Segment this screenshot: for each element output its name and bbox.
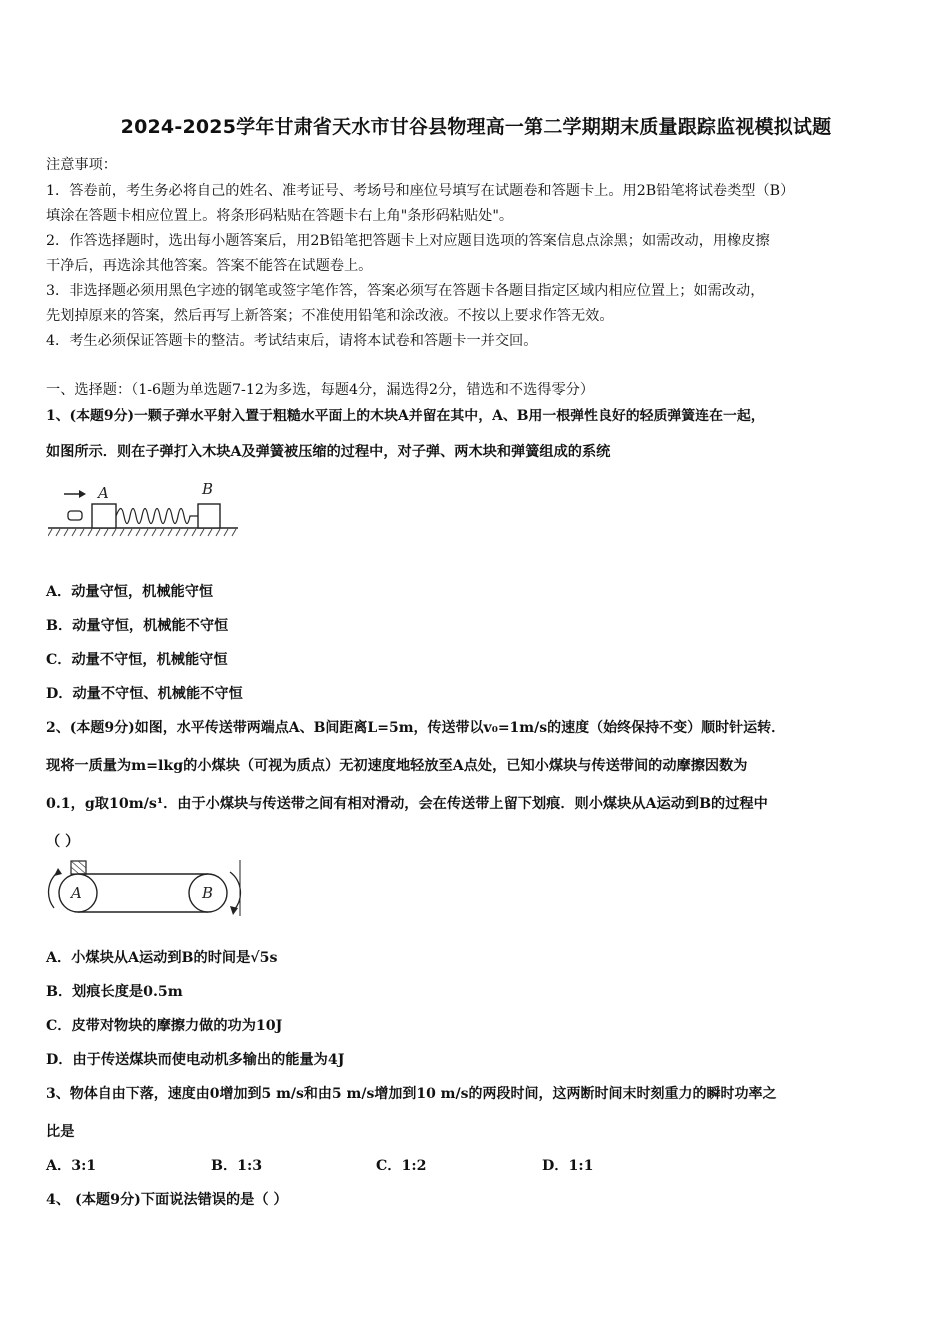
option-d[interactable]: D．由于传送煤块而使电动机多输出的能量为4J [46,1052,345,1068]
rotation-arrow-icon [49,872,58,908]
bullet [68,511,82,520]
option-a[interactable]: A．动量守恒，机械能守恒 [46,584,214,600]
notice-line: 1．答卷前，考生务必将自己的姓名、准考证号、考场号和座位号填写在试题卷和答题卡上。用2B铅笔将试卷类型（B） [46,183,795,199]
question-1-text: 1、(本题9分)一颗子弹水平射入置于粗糙水平面上的木块A并留在其中，A、B用一根弹性良好的轻质弹簧连在一起， [46,408,765,424]
notice-line: 4．考生必须保证答题卡的整洁。考试结束后，请将本试卷和答题卡一并交回。 [46,333,538,349]
question-1-text: 如图所示．则在子弹打入木块A及弹簧被压缩的过程中，对子弹、两木块和弹簧组成的系统 [46,444,611,460]
block-a [92,504,116,528]
question-2-text: 0.1，g取10m/s¹．由于小煤块与传送带之间有相对滑动，会在传送带上留下划痕．则小煤块从A运动到B的过程中 [46,796,768,812]
option-a[interactable]: A．3:1 [46,1158,97,1174]
block-b [198,504,220,528]
label-a: A [71,884,82,902]
option-b[interactable]: B．1:3 [211,1158,263,1174]
notice-line: 3．非选择题必须用黑色字迹的钢笔或签字笔作答，答案必须写在答题卡各题目指定区域内相应位置上；如需改动， [46,283,765,299]
question-2-text: （ ） [46,834,80,850]
question-2-text: 2、(本题9分)如图，水平传送带两端点A、B间距离L=5m，传送带以v₀=1m/s的速度（始终保持不变）顺时针运转． [46,720,786,736]
option-b[interactable]: B．划痕长度是0.5m [46,984,183,1000]
option-d[interactable]: D．1:1 [542,1158,594,1174]
question-3-text: 比是 [46,1124,75,1140]
option-a[interactable]: A．小煤块从A运动到B的时间是√5s [46,950,278,966]
label-b: B [202,480,214,498]
option-d[interactable]: D．动量不守恒、机械能不守恒 [46,686,243,702]
question-3-text: 3、物体自由下落，速度由0增加到5 m/s和由5 m/s增加到10 m/s的两段时间，这两断时间末时刻重力的瞬时功率之 [46,1086,777,1102]
label-b: B [202,884,214,902]
conveyor-belt-figure [44,858,244,918]
spring-blocks-figure [48,476,244,544]
notice-line: 2．作答选择题时，选出每小题答案后，用2B铅笔把答题卡上对应题目选项的答案信息点涂黑；如需改动，用橡皮擦 [46,233,770,249]
option-c[interactable]: C．皮带对物块的摩擦力做的功为10J [46,1018,283,1034]
option-b[interactable]: B．动量守恒，机械能不守恒 [46,618,229,634]
question-2-text: 现将一质量为m=lkg的小煤块（可视为质点）无初速度地轻放至A点处，已知小煤块与传送带间的动摩擦因数为 [46,758,748,774]
spring [116,509,198,524]
notice-line: 先划掉原来的答案，然后再写上新答案；不准使用铅笔和涂改液。不按以上要求作答无效。 [46,308,614,324]
notice-line: 填涂在答题卡相应位置上。将条形码粘贴在答题卡右上角"条形码粘贴处"。 [46,208,514,224]
label-a: A [98,484,109,502]
section-heading: 一、选择题：（1-6题为单选题7-12为多选，每题4分，漏选得2分，错选和不选得零分） [46,382,595,398]
rotation-arrow-icon [230,872,240,910]
option-c[interactable]: C．动量不守恒，机械能守恒 [46,652,228,668]
notice-line: 干净后，再选涂其他答案。答案不能答在试题卷上。 [46,258,373,274]
notice-heading: 注意事项： [46,157,117,173]
option-c[interactable]: C．1:2 [376,1158,427,1174]
page-title: 2024-2025学年甘肃省天水市甘谷县物理高一第二学期期末质量跟踪监视模拟试题 [120,116,832,138]
question-4-text: 4、 (本题9分)下面说法错误的是（ ） [46,1192,288,1208]
